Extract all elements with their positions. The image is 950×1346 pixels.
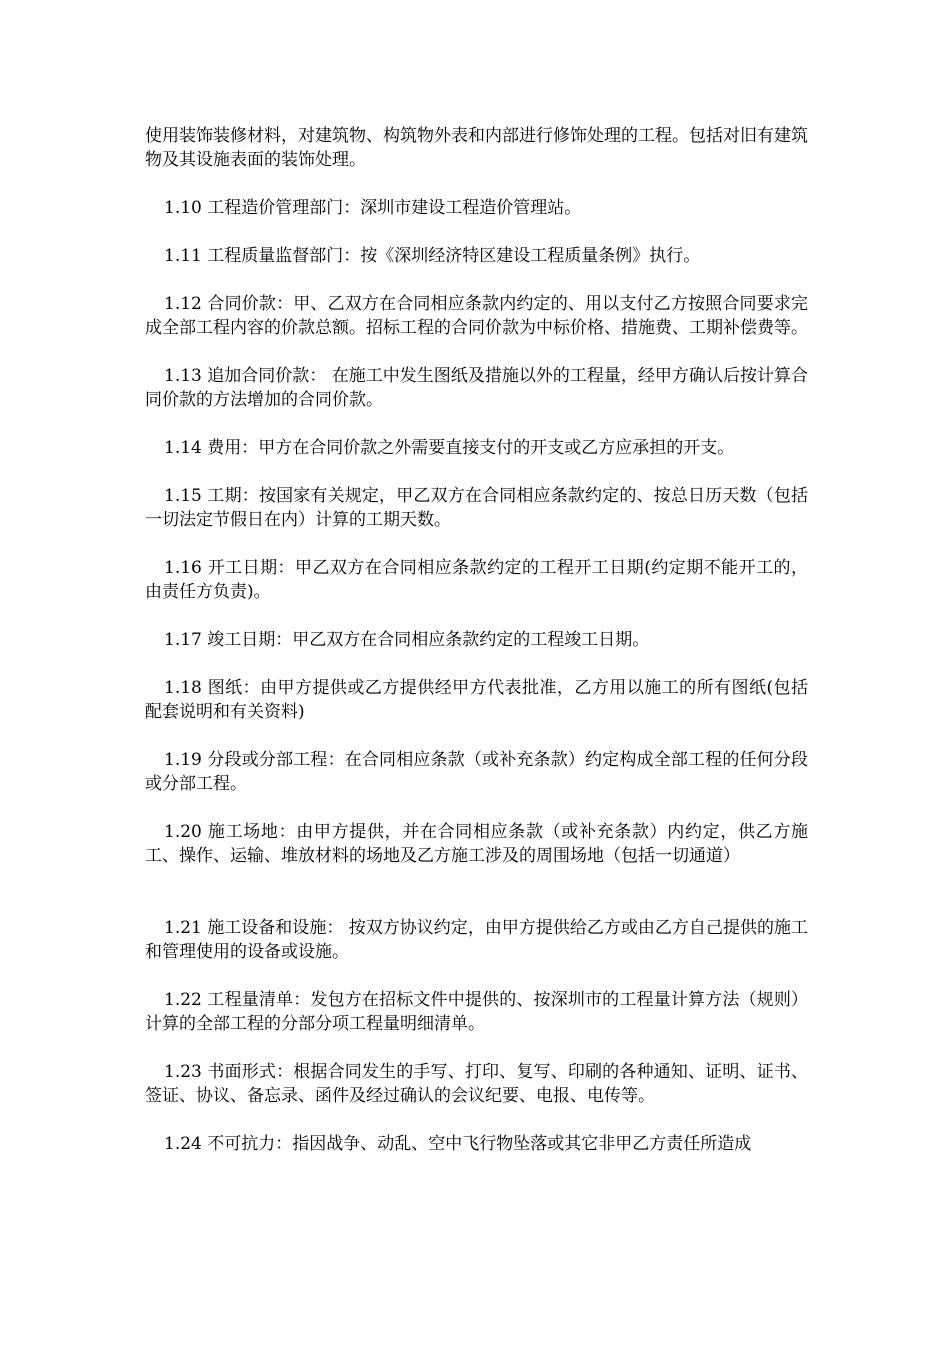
- clause-1-22: 1.22 工程量清单：发包方在招标文件中提供的、按深圳市的工程量计算方法（规则）计算的全部工程的分部分项工程量明细清单。: [145, 990, 808, 1034]
- clause-1-18: 1.18 图纸：由甲方提供或乙方提供经甲方代表批准，乙方用以施工的所有图纸(包括配套说明和有关资料): [145, 678, 808, 722]
- clause-1-20: 1.20 施工场地：由甲方提供，并在合同相应条款（或补充条款）内约定，供乙方施工、操作、运输、堆放材料的场地及乙方施工涉及的周围场地（包括一切通道）: [145, 822, 808, 866]
- clause-1-21: 1.21 施工设备和设施： 按双方协议约定，由甲方提供给乙方或由乙方自己提供的施工和管理使用的设备或设施。: [145, 918, 808, 962]
- clause-1-12: 1.12 合同价款：甲、乙双方在合同相应条款内约定的、用以支付乙方按照合同要求完成全部工程内容的价款总额。招标工程的合同价款为中标价格、措施费、工期补偿费等。: [145, 294, 808, 338]
- clause-1-10: 1.10 工程造价管理部门：深圳市建设工程造价管理站。: [164, 198, 582, 218]
- clause-1-16: 1.16 开工日期：甲乙双方在合同相应条款约定的工程开工日期(约定期不能开工的，由责任方负责)。: [145, 558, 808, 602]
- clause-1-13: 1.13 追加合同价款： 在施工中发生图纸及措施以外的工程量，经甲方确认后按计算合同价款的方法增加的合同价款。: [145, 366, 808, 410]
- clause-1-14: 1.14 费用：甲方在合同价款之外需要直接支付的开支或乙方应承担的开支。: [164, 438, 735, 458]
- clause-1-24: 1.24 不可抗力：指因战争、动乱、空中飞行物坠落或其它非甲乙方责任所造成: [164, 1134, 752, 1154]
- document-page: [145, 124, 808, 1180]
- clause-1-17: 1.17 竣工日期：甲乙双方在合同相应条款约定的工程竣工日期。: [164, 630, 650, 650]
- clause-1-19: 1.19 分段或分部工程：在合同相应条款（或补充条款）约定构成全部工程的任何分段或分部工程。: [145, 750, 808, 794]
- paragraph-decoration-definition: 使用装饰装修材料，对建筑物、构筑物外表和内部进行修饰处理的工程。包括对旧有建筑物及其设施表面的装饰处理。: [145, 126, 808, 170]
- clause-1-15: 1.15 工期：按国家有关规定，甲乙双方在合同相应条款约定的、按总日历天数（包括一切法定节假日在内）计算的工期天数。: [145, 486, 808, 530]
- clause-1-11: 1.11 工程质量监督部门：按《深圳经济特区建设工程质量条例》执行。: [164, 246, 701, 266]
- clause-1-23: 1.23 书面形式：根据合同发生的手写、打印、复写、印刷的各种通知、证明、证书、签证、协议、备忘录、函件及经过确认的会议纪要、电报、电传等。: [145, 1062, 808, 1106]
